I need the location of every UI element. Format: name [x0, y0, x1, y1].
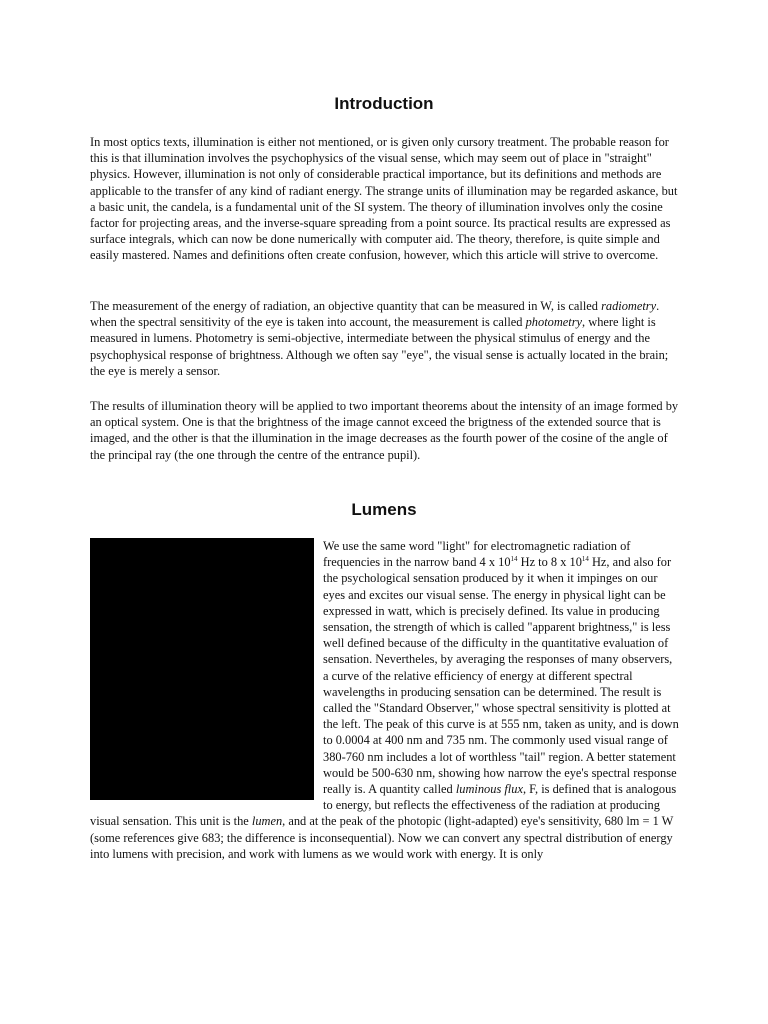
lumens-heading: Lumens [351, 500, 417, 519]
intro-paragraph-1: In most optics texts, illumination is either not mentioned, or is given only cursory treatment. The probable reason for this is that illumination involves the psychophysics of the visual sense, which may seem out of place in "straight" physics. However, illumination is not only of considerable practical importance, but its definitions and methods are applicable to the transfer of any kind of radiant energy. The strange units of illumination may be regarded askance, but a basic unit, the candela, is a fundamental unit of the SI system. The theory of illumination involves only the cosine factor for projecting areas, and the inverse-square spreading from a point source. Its practical results are expressed as surface integrals, which can now be done numerically with computer aid. The theory, therefore, is quite simple and easily mastered. Names and definitions often create confusion, however, which this article will strive to overcome. [90, 135, 678, 263]
intro-heading: Introduction [334, 94, 434, 113]
intro-paragraph-3: The results of illumination theory will be applied to two important theorems about the intensity of an image formed by an optical system. One is that the brightness of the image cannot exceed the brigtness of the extended source that is imaged, and the other is that the illumination in the image decreases as the fourth power of the cosine of the angle of the principal ray (the one through the centre of the entrance pupil). [90, 399, 679, 462]
radiometry-term: radiometry [601, 299, 657, 313]
exponent-2: 14 [581, 555, 589, 564]
lumens-text-4: , F, is defined that is analogous to energy, but reflects the effectiveness of the radiation at producing visual sensation. This unit is the [90, 782, 677, 829]
figure-spacer [90, 538, 323, 806]
exponent-1: 14 [510, 555, 518, 564]
lumens-text-5: , and at the peak of the photopic (light-adapted) eye's sensitivity, 680 lm = 1 W (some references give 683; the difference is inconsequential). Now we can convert any spectral distribution of energy into lumens with precision, and work with lumens as we would work with energy. It is only [90, 814, 674, 861]
p2-text-c: , where light is measured in lumens. Photometry is semi-objective, intermediate between the physical stimulus of energy and the psychophysical response of brightness. Although we often say "eye", the visual sense is actually located in the brain; the eye is merely a sensor. [90, 315, 669, 378]
photometry-term: photometry [525, 315, 583, 330]
intro-paragraph-2 [90, 298, 680, 379]
p2-text-a: The measurement of the energy of radiation, an objective quantity that can be measured in W, is called [90, 299, 602, 313]
luminous-flux-term: luminous flux [455, 782, 523, 797]
lumen-term: lumen [251, 814, 283, 829]
lumens-text-3: Hz, and also for the psychological sensation produced by it when it impinges on our eyes and excites our visual sense. The energy in physical light can be expressed in watt, which is precisely defined. Its value in producing sensation, the strength of which is called "apparent brightness," is less well defined because of the difficulty in the quantitative evaluation of sensation. Nevertheles, by averaging the responses of many observers, a curve of the relative efficiency of energy at different spectral wavelengths in producing sensation can be determined. The result is called the "Standard Observer," whose spectral sensitivity is plotted at the left. The peak of this curve is at 555 nm, taken as unity, and is down to 0.0004 at 400 nm and 735 nm. The commonly used visual range of 380-760 nm includes a lot of worthless "tail" region. A better statement would be 500-630 nm, showing how narrow the eye's spectral response really is. A quantity called [323, 555, 679, 797]
p2-text-b: . when the spectral sensitivity of the eye is taken into account, the measurement is called [90, 299, 660, 330]
lumens-text-2: Hz to 8 x 10 [517, 555, 582, 570]
lumens-paragraph [90, 538, 680, 862]
lumens-text-1: We use the same word "light" for electromagnetic radiation of frequencies in the narrow band 4 x 10 [323, 539, 631, 570]
